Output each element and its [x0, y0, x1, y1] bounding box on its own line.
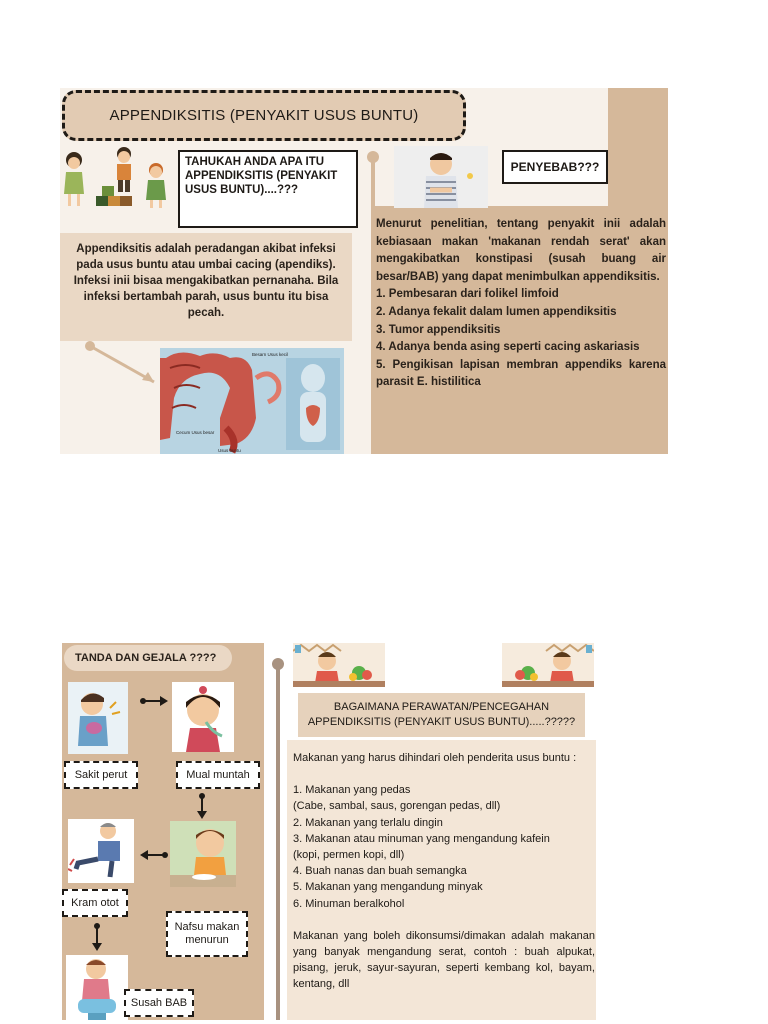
- cause-list: [376, 286, 666, 392]
- symptoms-title: TANDA DAN GEJALA ????: [64, 645, 232, 671]
- panel-title: APPENDIKSITIS (PENYAKIT USUS BUNTU): [62, 90, 466, 141]
- small-intestine-label: Besarn Usus kecil: [252, 352, 289, 357]
- avoid-intro: Makanan yang harus dihindari oleh penderita usus buntu :: [293, 752, 577, 764]
- list-item: 2. Adanya fekalit dalam lumen appendiksitis: [376, 305, 617, 318]
- arrow-left-icon: [140, 849, 168, 861]
- symptom-label-constipation: Susah BAB: [124, 989, 194, 1017]
- loss-of-appetite-image: [170, 821, 236, 887]
- stomach-ache-image: [68, 682, 128, 754]
- intestine-diagram: [160, 348, 344, 454]
- symptom-label-nausea: Mual muntah: [176, 761, 260, 789]
- symptoms-care-panel: [62, 643, 596, 1020]
- child-stomach-pain-photo: [394, 146, 488, 208]
- appendicitis-info-panel: [60, 88, 668, 454]
- pointer-arrow-icon: [82, 338, 162, 388]
- cause-text: [376, 216, 666, 392]
- child-eating-illustration: [502, 643, 594, 687]
- symptom-label-stomach-pain: Sakit perut: [64, 761, 138, 789]
- list-item: 6. Minuman beralkohol: [293, 897, 405, 910]
- list-item: 4. Adanya benda asing seperti cacing askariasis: [376, 341, 640, 354]
- list-item: 2. Makanan yang terlalu dingin: [293, 816, 443, 829]
- arrow-right-icon: [140, 695, 168, 707]
- nausea-image: [172, 682, 234, 752]
- arrow-down-icon: [196, 793, 208, 819]
- cause-intro: Menurut penelitian, tentang penyakit inii adalah kebiasaan makan 'makanan rendah serat' akan mengakibatkan konstipasi (susah buang air besar/BAB) yang dapat menimbulkan appendiksitis.: [376, 218, 666, 283]
- constipation-image: [66, 955, 128, 1020]
- cause-title: PENYEBAB???: [502, 150, 608, 184]
- care-title: BAGAIMANA PERAWATAN/PENCEGAHAN APPENDIKSITIS (PENYAKIT USUS BUNTU).....?????: [298, 693, 585, 737]
- list-item: (kopi, permen kopi, dll): [293, 849, 405, 862]
- child-eating-illustration: [293, 643, 385, 687]
- list-item: 1. Makanan yang pedas: [293, 784, 411, 797]
- symptom-label-muscle-cramp: Kram otot: [62, 889, 128, 917]
- list-item: (Cabe, sambal, saus, gorengan pedas, dll): [293, 800, 501, 813]
- cecum-label: Cecum Usus besar: [176, 430, 215, 435]
- symptom-label-appetite: Nafsu makan menurun: [166, 911, 248, 957]
- allowed-foods: Makanan yang boleh dikonsumsi/dimakan adalah makanan yang banyak mengandung serat, contoh : buah alpukat, pisang, jeruk, sayur-sayuran, seperti kembang kol, bayam, kentang, dll: [293, 929, 595, 991]
- muscle-cramp-image: [68, 819, 134, 883]
- question-box: TAHUKAH ANDA APA ITU APPENDIKSITIS (PENYAKIT USUS BUNTU)....???: [178, 150, 358, 228]
- list-item: 3. Makanan atau minuman yang mengandung kafein: [293, 832, 550, 845]
- list-item: 5. Pengikisan lapisan membran appendiks karena parasit E. histilitica: [376, 358, 666, 389]
- list-item: 3. Tumor appendiksitis: [376, 323, 501, 336]
- care-text: [293, 750, 595, 993]
- appendix-label: Usus buntu: [218, 448, 241, 453]
- list-item: 5. Makanan yang mengandung minyak: [293, 881, 483, 894]
- arrow-down-icon: [91, 923, 103, 951]
- timeline-line: [271, 657, 285, 1020]
- list-item: 4. Buah nanas dan buah semangka: [293, 865, 467, 878]
- definition-text: Appendiksitis adalah peradangan akibat infeksi pada usus buntu atau umbai cacing (apendiks). Infeksi inii bisaa mengakibatkan pernanaha. Bila infeksi bertambah parah, usus buntu itu bisa pecah.: [60, 233, 352, 341]
- list-item: 1. Pembesaran dari folikel limfoid: [376, 288, 559, 301]
- kids-playing-illustration: [60, 146, 174, 210]
